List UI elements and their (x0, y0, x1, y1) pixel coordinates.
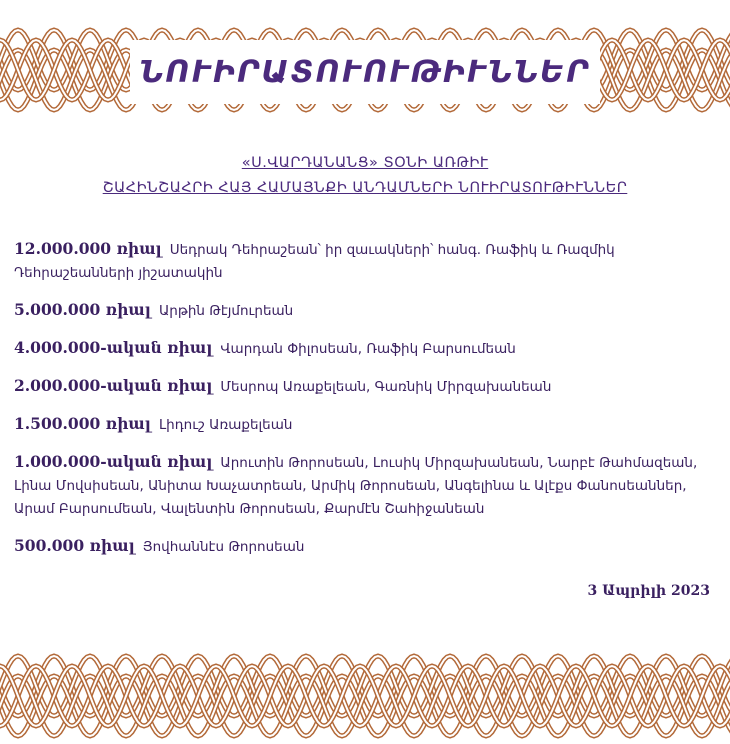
donation-entry (14, 535, 714, 558)
subtitle-line-1: «Ս.ՎԱՐԴԱՆԱՆՑ» ՏՕՆԻ ԱՌԹԻՒ (241, 155, 489, 171)
donor-names: Արթին Թէյմուրեան (158, 303, 294, 319)
donor-names: Յովհաննէս Թորոսեան (142, 539, 305, 555)
donation-entry (14, 375, 714, 398)
donation-entry (14, 413, 714, 436)
subtitle-line-2: ՇԱՀԻՆՇԱՀՐԻ ՀԱՅ ՀԱՄԱՅՆՔԻ ԱՆԴԱՄՆԵՐԻ ՆՈՒԻՐԱՏՈՒԹԻՒՆՆԵՐ (102, 180, 628, 196)
decorative-border-bottom (0, 648, 730, 744)
donation-entry (14, 451, 714, 520)
donation-amount: 500.000 ռիալ (14, 536, 135, 555)
donation-amount: 2.000.000-ական ռիալ (14, 376, 213, 395)
donor-names: Արուտին Թորոսեան, Լուսիկ Միրզախանեան, Նարբէ Թահմազեան, Լինա Մովսիսեան, Անիտա Խաչատրեան, Արմիկ Թորոսեան, Անգելինա և Ալէքս Փանոսեաններ, Արամ Բարսումեան, Վալենտին Թորոսեան, Քարմէն Շահիջանեան (14, 455, 698, 517)
document-date: 3 Ապրիլի 2023 (587, 583, 710, 599)
donation-amount: 5.000.000 ռիալ (14, 300, 151, 319)
page-title: ՆՈՒԻՐԱՏՈՒՈՒԹԻՒՆՆԵՐ (139, 54, 591, 90)
donation-amount: 12.000.000 ռիալ (14, 239, 162, 258)
donation-amount: 4.000.000-ական ռիալ (14, 338, 213, 357)
donation-amount: 1.000.000-ական ռիալ (14, 452, 213, 471)
donor-names: Լիդուշ Առաքելեան (158, 417, 293, 433)
donation-entry (14, 238, 714, 284)
donor-names: Սեդրակ Դեհրաշեան՝ իր զաւակների՝ հանգ. Ռաֆիկ և Ռազմիկ Դեհրաշեանների յիշատակին (14, 242, 615, 281)
donor-names: Վարդան Փիլոսեան, Ռաֆիկ Բարսումեան (220, 341, 516, 357)
donation-amount: 1.500.000 ռիալ (14, 414, 151, 433)
donation-entry (14, 337, 714, 360)
braid-pattern (0, 648, 730, 744)
donation-entry (14, 299, 714, 322)
donor-names: Մեսրոպ Առաքելեան, Գառնիկ Միրզախանեան (220, 379, 552, 395)
page-title-box (130, 40, 600, 104)
donation-list (14, 238, 714, 573)
